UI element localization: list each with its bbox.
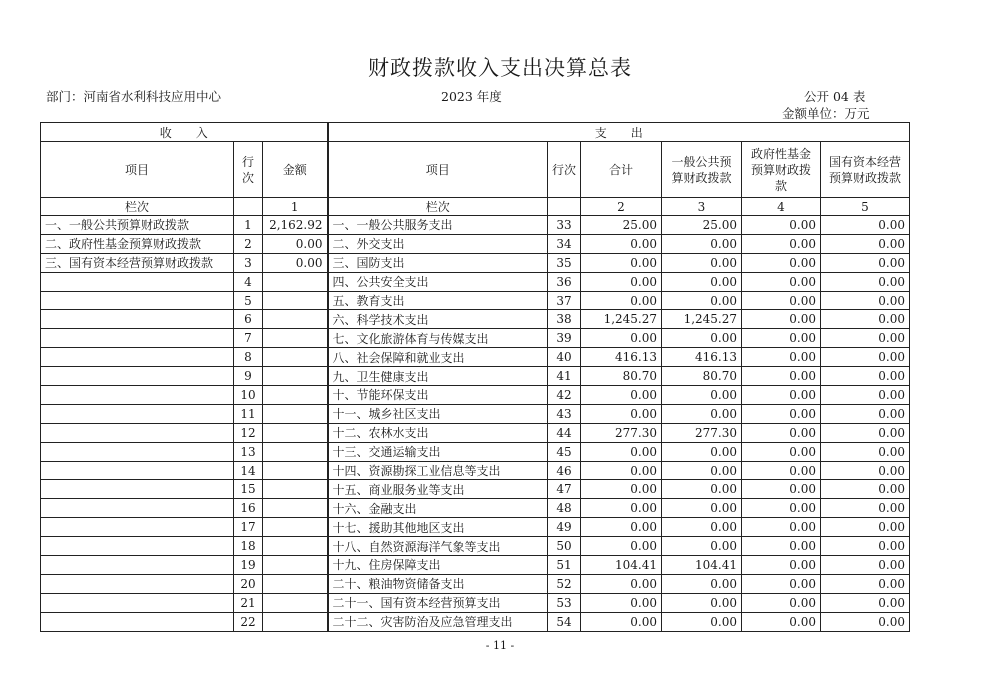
gov-fund-cell: 0.00: [742, 612, 821, 631]
income-item-cell: [41, 518, 234, 537]
expense-row-no-cell: 54: [548, 612, 581, 631]
total-cell: 0.00: [581, 404, 662, 423]
table-row: [41, 480, 910, 499]
income-amount-cell: 2,162.92: [263, 216, 328, 235]
income-item-cell: [41, 612, 234, 631]
income-item-cell: [41, 348, 234, 367]
general-budget-header: 一般公共预算财政拨款: [662, 142, 742, 198]
state-capital-cell: 0.00: [821, 291, 910, 310]
income-row-no-header: 行次: [234, 142, 263, 198]
expense-row-no-cell: 42: [548, 386, 581, 405]
expense-row-no-cell: 39: [548, 329, 581, 348]
income-item-cell: [41, 386, 234, 405]
income-item-cell: [41, 574, 234, 593]
expense-item-cell: 十八、自然资源海洋气象等支出: [328, 537, 548, 556]
general-budget-cell: 0.00: [662, 593, 742, 612]
expense-item-cell: 十、节能环保支出: [328, 386, 548, 405]
department-label: 部门：河南省水利科技应用中心: [46, 89, 222, 104]
col-index-2: 2: [581, 198, 662, 216]
income-amount-header: 金额: [263, 142, 328, 198]
general-budget-cell: 0.00: [662, 574, 742, 593]
expense-row-no-header: 行次: [548, 142, 581, 198]
income-item-cell: [41, 480, 234, 499]
expense-item-cell: 十一、城乡社区支出: [328, 404, 548, 423]
income-row-no-cell: 15: [234, 480, 263, 499]
column-header-row: [41, 142, 910, 198]
budget-table: [40, 122, 910, 632]
state-capital-cell: 0.00: [821, 404, 910, 423]
general-budget-cell: 104.41: [662, 556, 742, 575]
gov-fund-cell: 0.00: [742, 593, 821, 612]
gov-fund-cell: 0.00: [742, 480, 821, 499]
income-item-cell: [41, 291, 234, 310]
expense-item-cell: 三、国防支出: [328, 253, 548, 272]
income-row-no-cell: 10: [234, 386, 263, 405]
expense-row-no-cell: 33: [548, 216, 581, 235]
table-row: [41, 593, 910, 612]
income-item-cell: [41, 499, 234, 518]
income-amount-cell: [263, 518, 328, 537]
expense-row-no-cell: 45: [548, 442, 581, 461]
group-header-row: [41, 123, 910, 142]
gov-fund-cell: 0.00: [742, 291, 821, 310]
general-budget-cell: 277.30: [662, 423, 742, 442]
income-amount-cell: [263, 499, 328, 518]
total-cell: 0.00: [581, 499, 662, 518]
gov-fund-cell: 0.00: [742, 556, 821, 575]
income-row-no-cell: 5: [234, 291, 263, 310]
expense-row-no-cell: 49: [548, 518, 581, 537]
expense-item-cell: 十六、金融支出: [328, 499, 548, 518]
expense-item-cell: 五、教育支出: [328, 291, 548, 310]
income-item-header: 项目: [41, 142, 234, 198]
col-index-1: 1: [263, 198, 328, 216]
expense-item-cell: 十七、援助其他地区支出: [328, 518, 548, 537]
table-row: [41, 404, 910, 423]
gov-fund-cell: 0.00: [742, 442, 821, 461]
expense-row-no-cell: 43: [548, 404, 581, 423]
income-amount-cell: [263, 574, 328, 593]
total-cell: 80.70: [581, 367, 662, 386]
unit-label: 金额单位：万元: [782, 106, 870, 121]
income-amount-cell: [263, 310, 328, 329]
expense-row-no-cell: 35: [548, 253, 581, 272]
gov-fund-cell: 0.00: [742, 404, 821, 423]
gov-fund-cell: 0.00: [742, 234, 821, 253]
table-row: [41, 348, 910, 367]
total-cell: 0.00: [581, 480, 662, 499]
expense-row-no-cell: 44: [548, 423, 581, 442]
income-item-cell: [41, 329, 234, 348]
total-cell: 0.00: [581, 253, 662, 272]
income-amount-cell: [263, 386, 328, 405]
income-amount-cell: [263, 593, 328, 612]
expense-row-no-cell: 46: [548, 461, 581, 480]
state-capital-cell: 0.00: [821, 442, 910, 461]
total-cell: 0.00: [581, 593, 662, 612]
total-cell: 0.00: [581, 386, 662, 405]
expense-row-no-cell: 53: [548, 593, 581, 612]
col-index-empty: [234, 198, 263, 216]
total-cell: 0.00: [581, 537, 662, 556]
general-budget-cell: 416.13: [662, 348, 742, 367]
expense-item-cell: 七、文化旅游体育与传媒支出: [328, 329, 548, 348]
income-amount-cell: [263, 442, 328, 461]
income-row-no-cell: 8: [234, 348, 263, 367]
total-cell: 1,245.27: [581, 310, 662, 329]
income-item-cell: [41, 461, 234, 480]
state-capital-cell: 0.00: [821, 272, 910, 291]
gov-fund-cell: 0.00: [742, 518, 821, 537]
income-item-cell: [41, 310, 234, 329]
income-row-no-cell: 4: [234, 272, 263, 291]
gov-fund-cell: 0.00: [742, 574, 821, 593]
state-capital-cell: 0.00: [821, 216, 910, 235]
income-amount-cell: [263, 291, 328, 310]
expense-item-header: 项目: [328, 142, 548, 198]
income-item-cell: 二、政府性基金预算财政拨款: [41, 234, 234, 253]
income-row-no-cell: 16: [234, 499, 263, 518]
total-cell: 0.00: [581, 518, 662, 537]
column-index-row: [41, 198, 910, 216]
table-row: [41, 442, 910, 461]
table-row: [41, 556, 910, 575]
income-amount-cell: [263, 556, 328, 575]
total-header: 合计: [581, 142, 662, 198]
general-budget-cell: 0.00: [662, 480, 742, 499]
income-row-no-cell: 12: [234, 423, 263, 442]
expense-item-cell: 二、外交支出: [328, 234, 548, 253]
state-capital-cell: 0.00: [821, 480, 910, 499]
income-row-no-cell: 21: [234, 593, 263, 612]
expense-row-no-cell: 50: [548, 537, 581, 556]
table-row: [41, 310, 910, 329]
state-capital-cell: 0.00: [821, 310, 910, 329]
col-index-label: 栏次: [41, 198, 234, 216]
income-amount-cell: [263, 480, 328, 499]
total-cell: 25.00: [581, 216, 662, 235]
total-cell: 0.00: [581, 612, 662, 631]
col-index-3: 3: [662, 198, 742, 216]
income-item-cell: [41, 272, 234, 291]
income-amount-cell: [263, 329, 328, 348]
income-amount-cell: 0.00: [263, 253, 328, 272]
expense-item-cell: 十九、住房保障支出: [328, 556, 548, 575]
state-capital-header: 国有资本经营预算财政拨款: [821, 142, 910, 198]
expense-item-cell: 八、社会保障和就业支出: [328, 348, 548, 367]
total-cell: 104.41: [581, 556, 662, 575]
general-budget-cell: 0.00: [662, 234, 742, 253]
gov-fund-cell: 0.00: [742, 386, 821, 405]
income-item-cell: [41, 423, 234, 442]
general-budget-cell: 0.00: [662, 404, 742, 423]
state-capital-cell: 0.00: [821, 499, 910, 518]
income-row-no-cell: 20: [234, 574, 263, 593]
table-row: [41, 216, 910, 235]
income-row-no-cell: 6: [234, 310, 263, 329]
expense-col-index-label: 栏次: [328, 198, 548, 216]
state-capital-cell: 0.00: [821, 386, 910, 405]
income-amount-cell: [263, 404, 328, 423]
income-row-no-cell: 17: [234, 518, 263, 537]
expense-row-no-cell: 37: [548, 291, 581, 310]
income-row-no-cell: 9: [234, 367, 263, 386]
gov-fund-cell: 0.00: [742, 537, 821, 556]
general-budget-cell: 0.00: [662, 386, 742, 405]
state-capital-cell: 0.00: [821, 253, 910, 272]
col-index-4: 4: [742, 198, 821, 216]
income-amount-cell: [263, 348, 328, 367]
expense-item-cell: 四、公共安全支出: [328, 272, 548, 291]
gov-fund-cell: 0.00: [742, 499, 821, 518]
expense-group-header: 支 出: [328, 123, 910, 142]
expense-row-no-cell: 47: [548, 480, 581, 499]
state-capital-cell: 0.00: [821, 612, 910, 631]
income-row-no-cell: 7: [234, 329, 263, 348]
expense-row-no-cell: 51: [548, 556, 581, 575]
expense-item-cell: 九、卫生健康支出: [328, 367, 548, 386]
table-row: [41, 291, 910, 310]
expense-item-cell: 十二、农林水支出: [328, 423, 548, 442]
total-cell: 0.00: [581, 574, 662, 593]
general-budget-cell: 0.00: [662, 612, 742, 631]
expense-row-no-cell: 34: [548, 234, 581, 253]
expense-item-cell: 十四、资源勘探工业信息等支出: [328, 461, 548, 480]
income-amount-cell: [263, 461, 328, 480]
income-item-cell: [41, 442, 234, 461]
expense-item-cell: 二十、粮油物资储备支出: [328, 574, 548, 593]
table-row: [41, 234, 910, 253]
gov-fund-cell: 0.00: [742, 310, 821, 329]
state-capital-cell: 0.00: [821, 423, 910, 442]
general-budget-cell: 0.00: [662, 518, 742, 537]
total-cell: 416.13: [581, 348, 662, 367]
general-budget-cell: 0.00: [662, 461, 742, 480]
total-cell: 0.00: [581, 272, 662, 291]
gov-fund-cell: 0.00: [742, 253, 821, 272]
table-row: [41, 272, 910, 291]
state-capital-cell: 0.00: [821, 329, 910, 348]
state-capital-cell: 0.00: [821, 574, 910, 593]
general-budget-cell: 0.00: [662, 537, 742, 556]
income-amount-cell: [263, 423, 328, 442]
table-row: [41, 253, 910, 272]
income-amount-cell: 0.00: [263, 234, 328, 253]
income-row-no-cell: 11: [234, 404, 263, 423]
expense-item-cell: 一、一般公共服务支出: [328, 216, 548, 235]
table-row: [41, 612, 910, 631]
state-capital-cell: 0.00: [821, 367, 910, 386]
state-capital-cell: 0.00: [821, 556, 910, 575]
table-row: [41, 461, 910, 480]
general-budget-cell: 0.00: [662, 291, 742, 310]
table-row: [41, 386, 910, 405]
income-amount-cell: [263, 537, 328, 556]
total-cell: 0.00: [581, 291, 662, 310]
expense-row-no-cell: 41: [548, 367, 581, 386]
total-cell: 0.00: [581, 329, 662, 348]
total-cell: 0.00: [581, 442, 662, 461]
gov-fund-cell: 0.00: [742, 348, 821, 367]
page-number: - 11 -: [485, 639, 515, 652]
table-row: [41, 329, 910, 348]
gov-fund-cell: 0.00: [742, 329, 821, 348]
state-capital-cell: 0.00: [821, 537, 910, 556]
income-group-header: 收 入: [41, 123, 328, 142]
income-row-no-cell: 18: [234, 537, 263, 556]
table-row: [41, 537, 910, 556]
state-capital-cell: 0.00: [821, 461, 910, 480]
gov-fund-cell: 0.00: [742, 216, 821, 235]
expense-row-no-cell: 36: [548, 272, 581, 291]
state-capital-cell: 0.00: [821, 518, 910, 537]
income-row-no-cell: 3: [234, 253, 263, 272]
general-budget-cell: 0.00: [662, 442, 742, 461]
income-item-cell: [41, 556, 234, 575]
income-amount-cell: [263, 367, 328, 386]
year-label: 2023 年度: [441, 89, 502, 104]
income-item-cell: 三、国有资本经营预算财政拨款: [41, 253, 234, 272]
general-budget-cell: 0.00: [662, 253, 742, 272]
table-row: [41, 574, 910, 593]
form-code-label: 公开 04 表: [804, 89, 866, 104]
total-cell: 0.00: [581, 461, 662, 480]
gov-fund-cell: 0.00: [742, 423, 821, 442]
gov-fund-cell: 0.00: [742, 367, 821, 386]
expense-row-no-cell: 52: [548, 574, 581, 593]
general-budget-cell: 0.00: [662, 499, 742, 518]
state-capital-cell: 0.00: [821, 234, 910, 253]
income-row-no-cell: 13: [234, 442, 263, 461]
general-budget-cell: 80.70: [662, 367, 742, 386]
state-capital-cell: 0.00: [821, 593, 910, 612]
expense-item-cell: 十三、交通运输支出: [328, 442, 548, 461]
table-row: [41, 499, 910, 518]
expense-item-cell: 二十一、国有资本经营预算支出: [328, 593, 548, 612]
general-budget-cell: 1,245.27: [662, 310, 742, 329]
total-cell: 0.00: [581, 234, 662, 253]
general-budget-cell: 0.00: [662, 329, 742, 348]
income-item-cell: 一、一般公共预算财政拨款: [41, 216, 234, 235]
expense-row-no-cell: 38: [548, 310, 581, 329]
gov-fund-cell: 0.00: [742, 272, 821, 291]
table-row: [41, 518, 910, 537]
table-row: [41, 423, 910, 442]
income-row-no-cell: 22: [234, 612, 263, 631]
expense-item-cell: 二十二、灾害防治及应急管理支出: [328, 612, 548, 631]
general-budget-cell: 0.00: [662, 272, 742, 291]
income-item-cell: [41, 537, 234, 556]
expense-item-cell: 六、科学技术支出: [328, 310, 548, 329]
income-row-no-cell: 2: [234, 234, 263, 253]
page-title: 财政拨款收入支出决算总表: [368, 56, 632, 80]
expense-row-no-cell: 48: [548, 499, 581, 518]
income-row-no-cell: 1: [234, 216, 263, 235]
expense-row-no-cell: 40: [548, 348, 581, 367]
gov-fund-cell: 0.00: [742, 461, 821, 480]
income-row-no-cell: 14: [234, 461, 263, 480]
state-capital-cell: 0.00: [821, 348, 910, 367]
gov-fund-header: 政府性基金预算财政拨款: [742, 142, 821, 198]
table-row: [41, 367, 910, 386]
general-budget-cell: 25.00: [662, 216, 742, 235]
col-index-5: 5: [821, 198, 910, 216]
total-cell: 277.30: [581, 423, 662, 442]
income-row-no-cell: 19: [234, 556, 263, 575]
income-item-cell: [41, 367, 234, 386]
income-item-cell: [41, 404, 234, 423]
income-amount-cell: [263, 612, 328, 631]
expense-col-index-empty: [548, 198, 581, 216]
expense-item-cell: 十五、商业服务业等支出: [328, 480, 548, 499]
income-item-cell: [41, 593, 234, 612]
income-amount-cell: [263, 272, 328, 291]
